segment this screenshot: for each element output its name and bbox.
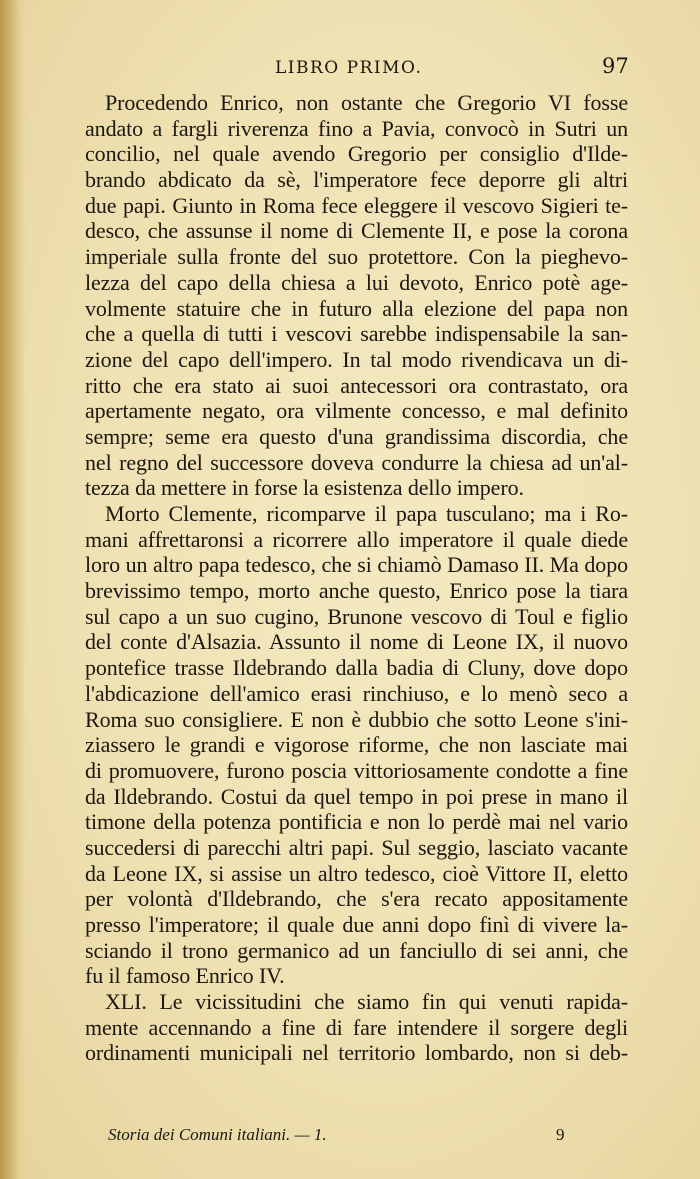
paragraph-1 bbox=[85, 90, 628, 501]
text-line: volmente statuire che in futuro alla elezione del papa non bbox=[85, 295, 628, 321]
text-line: lezza del capo della chiesa a lui devoto, Enrico potè age- bbox=[85, 269, 628, 295]
text-line: ziassero le grandi e vigorose riforme, che non lasciate mai bbox=[85, 732, 628, 758]
text-line: sempre; seme era questo d'una grandissima discordia, che bbox=[85, 423, 628, 449]
text-line: succedersi di parecchi altri papi. Sul seggio, lasciato vacante bbox=[85, 834, 628, 860]
text-line: apertamente negato, ora vilmente concesso, e mal definito bbox=[85, 398, 628, 424]
signature-number: 9 bbox=[556, 1125, 565, 1144]
text-line: brando abdicato da sè, l'imperatore fece deporre gli altri bbox=[85, 167, 628, 193]
page-number: 97 bbox=[602, 54, 629, 78]
text-line: presso l'imperatore; il quale due anni dopo finì di vivere la- bbox=[85, 912, 628, 937]
text-line: due papi. Giunto in Roma fece eleggere il vescovo Sigieri te- bbox=[85, 192, 628, 218]
text-line: pontefice trasse Ildebrando dalla badia di Cluny, dove dopo bbox=[85, 655, 628, 681]
text-line: ordinamenti municipali nel territorio lombardo, non si deb- bbox=[85, 1040, 628, 1066]
text-line: da Ildebrando. Costui da quel tempo in poi prese in mano il bbox=[85, 783, 628, 809]
running-title: LIBRO PRIMO. bbox=[275, 58, 423, 78]
page-gutter-shadow bbox=[0, 0, 26, 1179]
text-line: Procedendo Enrico, non ostante che Gregorio VI fosse bbox=[105, 90, 628, 115]
text-line: XLI. Le vicissitudini che siamo fin qui venuti rapida- bbox=[105, 989, 628, 1015]
signature-mark: Storia dei Comuni italiani. — 1. bbox=[108, 1125, 327, 1144]
text-line: mente accennando a fine di fare intendere il sorgere degli bbox=[85, 1014, 628, 1040]
text-line: che a quella di tutti i vescovi sarebbe indispensabile la san- bbox=[85, 321, 628, 347]
text-line: zione del capo dell'impero. In tal modo rivendicava un di- bbox=[85, 346, 628, 372]
page-footer bbox=[0, 1125, 700, 1149]
body-text bbox=[85, 90, 628, 1066]
text-line: imperiale sulla fronte del suo protettore. Con la pieghevo- bbox=[85, 244, 628, 270]
paragraph-3 bbox=[85, 989, 628, 1066]
text-line: nel regno del successore doveva condurre la chiesa ad un'al- bbox=[85, 449, 628, 475]
text-line: l'abdicazione dell'amico erasi rinchiuso, e lo menò seco a bbox=[85, 680, 628, 706]
text-line: per volontà d'Ildebrando, che s'era recato appositamente bbox=[85, 886, 628, 912]
text-line: concilio, nel quale avendo Gregorio per consiglio d'Ilde- bbox=[85, 141, 628, 167]
text-line: Roma suo consigliere. E non è dubbio che sotto Leone s'ini- bbox=[85, 706, 628, 732]
text-line: andato a fargli riverenza fino a Pavia, convocò in Sutri un bbox=[85, 115, 628, 141]
text-line: desco, che assunse il nome di Clemente II, e pose la corona bbox=[85, 218, 628, 244]
text-line: tezza da mettere in forse la esistenza dello impero. bbox=[85, 475, 524, 501]
text-line: sul capo a un suo cugino, Brunone vescovo di Toul e figlio bbox=[85, 603, 628, 629]
text-line: timone della potenza pontificia e non lo perdè mai nel vario bbox=[85, 809, 628, 835]
paragraph-2 bbox=[85, 501, 628, 989]
text-line: loro un altro papa tedesco, che si chiamò Damaso II. Ma dopo bbox=[85, 552, 628, 578]
text-line: brevissimo tempo, morto anche questo, Enrico pose la tiara bbox=[85, 578, 628, 604]
text-line: di promuovere, furono poscia vittoriosamente condotte a fine bbox=[85, 757, 628, 783]
text-line: ritto che era stato ai suoi antecessori ora contrastato, ora bbox=[85, 372, 628, 398]
text-line: fu il famoso Enrico IV. bbox=[85, 963, 285, 989]
text-line: Morto Clemente, ricomparve il papa tusculano; ma i Ro- bbox=[105, 501, 628, 526]
text-line: del conte d'Alsazia. Assunto il nome di Leone IX, il nuovo bbox=[85, 629, 628, 655]
text-line: mani affrettaronsi a ricorrere allo imperatore il quale diede bbox=[85, 526, 628, 552]
text-line: da Leone IX, si assise un altro tedesco, cioè Vittore II, eletto bbox=[85, 860, 628, 886]
running-head bbox=[0, 54, 700, 86]
text-line: sciando il trono germanico ad un fanciullo di sei anni, che bbox=[85, 937, 628, 963]
